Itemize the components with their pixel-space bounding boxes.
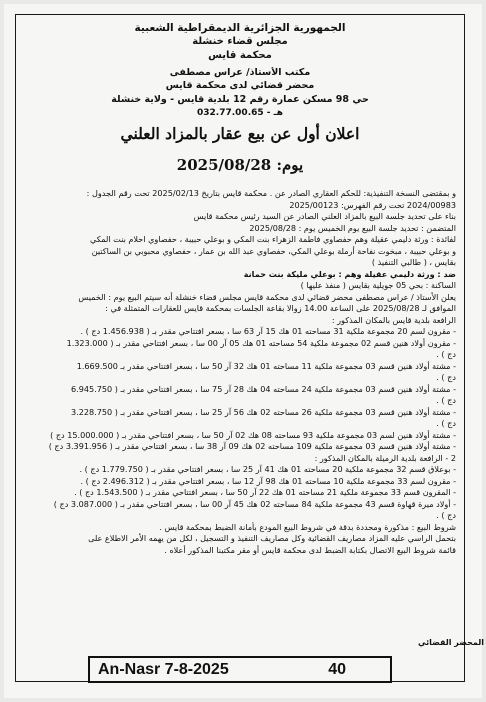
header-court: محكمة قايس bbox=[208, 50, 272, 61]
notice-line: دج ) . bbox=[436, 395, 456, 405]
notice-line: و بوعلي حبيبة ، مبخوت نفاحة أرملة بوعلي المكي، حفصاوي عبد الله بن عمار ، حفصاوي محبوبي بن الساكتين bbox=[91, 245, 456, 256]
notice-line: - المقرون قسم 33 مجموعة ملكية 21 مساحته 01 هك 22 آر 50 سا ، بسعر افتتاحي مقدر بـ ( 1.543.500 دج ) . bbox=[74, 487, 456, 497]
notice-line: - مشتة أولاد هنين قسم 03 مجموعة ملكية 11 مساحته 01 هك 32 آر 50 سا ، بسعر افتتاحي مقدر بـ 1.669.500 bbox=[76, 360, 456, 371]
notice-line: - مقرون لسم 20 مجموعة ملكية 31 مساحته 01 هك 15 آر 63 سا ، بسعر افتتاحي مقدر بـ ( 1.456.938 دج ) . bbox=[80, 326, 456, 336]
notice-line: ضد : ورثة دليمي عقيلة وهم : بوعلي مليكة بنت حمانة bbox=[243, 268, 456, 279]
notice-title: اعلان أول عن بيع عقار بالمزاد العلني bbox=[120, 124, 360, 143]
header-republic: الجمهورية الجزائرية الديمقراطية الشعبية bbox=[134, 22, 346, 34]
notice-line: و بمقتضى النسخة التنفيذية: للحكم العقاري الصادر عن . محكمة قايس بتاريخ 2025/02/13 تحت رقم الجدول : bbox=[86, 188, 456, 198]
sale-date: يوم: 2025/08/28 bbox=[176, 156, 304, 174]
notice-line: - مقرون لسم 33 مجموعة ملكية 10 مساحته 01 هك 98 آر 12 سا ، بسعر افتتاحي مقدر بـ ( 2.496.312 دج ) . bbox=[80, 475, 456, 486]
bailiff-signature: المحضر القضائي bbox=[418, 638, 485, 647]
notice-line: - أولاد ميرة قهاوة قسم 43 مجموعة ملكية 84 مساحته 02 هك 45 آر 00 سا ، بسعر افتتاحي مقدر بـ ( 3.087.000 دج ) bbox=[53, 498, 456, 509]
header-council: مجلس قضاء خنشلة bbox=[192, 36, 288, 47]
notice-line: - مقرون أولاد هنين قسم 02 مجموعة ملكية 54 مساحته 01 هك 05 آر 00 سا ، بسعر افتتاحي مقدر بـ ( 1.323.000 bbox=[66, 337, 456, 348]
notice-line: بناء على تحديد جلسة البيع بالمزاد العلني الصادر عن السيد رئيس محكمة قايس bbox=[193, 211, 456, 221]
notice-line: 2024/00983 تحت رقم الفهرس: 2025/00123 bbox=[289, 199, 456, 210]
notice-line: دج ) . bbox=[436, 418, 456, 428]
notice-line: المتضمن : تحديد جلسة البيع يوم الخميس يوم : 2025/08/28 bbox=[249, 222, 456, 233]
notice-line: دج ) . bbox=[436, 349, 456, 359]
notice-line: - مشتة أولاد هنين قسم 03 مجموعة ملكية 109 مساحته 02 هك 09 آر 38 سا ، بسعر افتتاحي مقدر بـ ( 3.391.956 دج ) bbox=[48, 441, 456, 451]
notice-line: الساكنة : بحي 05 جويلية بقايس ( منفذ عليها ) bbox=[300, 280, 456, 290]
notice-line: - مشتة أولاد هنين قسم 03 مجموعة ملكية 26 مساحته 02 هك 56 آر 25 سا ، بسعر افتتاحي مقدر بـ ( 3.228.750 bbox=[70, 406, 456, 417]
page-number: 40 bbox=[328, 660, 346, 678]
notice-line: بتحمل الراسي عليه المزاد مصاريف القضائية وكل مصاريف التنفيذ و التسجيل ، لكل من يهمه الأمر الاطلاع على bbox=[88, 533, 456, 543]
notice-line: - بوعلاق قسم 32 مجموعة ملكية 20 مساحته 01 هك 41 آر 25 سا ، بسعر افتتاحي مقدر بـ ( 1.779.750 دج ) . bbox=[79, 464, 456, 474]
notice-line: 2 - الرافعة بلدية الرميلة بالمكان المذكور : bbox=[314, 452, 456, 463]
notice-line: قائمة شروط البيع الاتصال بكتابة الضبط لدى محكمة قايس أو مقر مكتبنا المذكور أعلاه . bbox=[164, 544, 456, 555]
notice-line: - مشتة أولاد هنين لسم 03 مجموعة ملكية 93 مساحته 08 هك 02 آر 50 سا ، بسعر افتتاحي مقدر بـ ( 15.000.000 دج ) bbox=[50, 429, 456, 440]
publication-name: An-Nasr 7-8-2025 bbox=[98, 660, 229, 678]
header-phone: 032.77.00.65 - هـ bbox=[197, 108, 283, 118]
notice-line: يعلن الأستاذ / عراس مصطفى محضر قضائي لدى محكمة قايس مجلس قضاء خنشلة أنه سيتم البيع يوم : الخميس bbox=[78, 291, 456, 302]
header-address: حي 98 مسكن عمارة رقم 12 بلدية قايس - ولاية خنشلة bbox=[111, 94, 369, 105]
notice-line: لفائدة : ورثة دليمي عقيلة وهم حفصاوي فاطمة الزهراء بنت المكي و بوعلي حبيبة ، حفصاوي احلام بنت المكي bbox=[90, 234, 456, 244]
page-footer bbox=[88, 656, 392, 683]
notice-line: شروط البيع : مذكورة ومحددة بدقة في شروط البيع المودع بأمانة الضبط بمحكمة قايس . bbox=[159, 521, 456, 532]
notice-line: الموافق لـ 2025/08/28 على الساعة 14.00 زوالا بقاعة الجلسات بمحكمة قايس للعقارات المتمثلة في : bbox=[105, 303, 456, 313]
header-bailiff: محضر قضائي لدى محكمة قايس bbox=[165, 80, 315, 91]
notice-body bbox=[22, 188, 456, 556]
notice-line: بقايس ، ( طالبي التنفيذ ) bbox=[371, 257, 456, 267]
notice-line: دج ) . bbox=[436, 510, 456, 520]
header-office: مكتب الأستاذ/ عراس مصطفى bbox=[169, 67, 311, 78]
notice-line: دج ) . bbox=[436, 372, 456, 382]
notice-line: الرافعة بلدية قايس بالمكان المذكور : bbox=[331, 314, 456, 325]
notice-line: - مشتة أولاد هنين قسم 03 مجموعة ملكية 24 مساحته 04 هك 28 آر 75 سا ، بسعر افتتاحي مقدر بـ ( 6.945.750 bbox=[70, 383, 456, 394]
